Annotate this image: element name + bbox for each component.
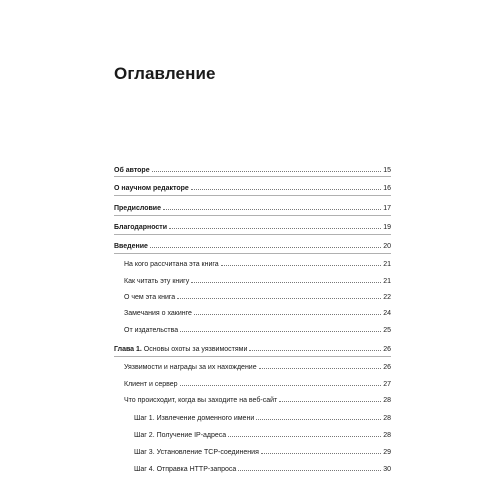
toc-entry [114, 242, 391, 251]
toc-page-number: 15 [383, 167, 391, 174]
toc-entry [114, 184, 391, 193]
toc-page-number: 24 [383, 310, 391, 317]
toc-separator [114, 234, 391, 235]
toc-entry [114, 414, 391, 423]
toc-entry-title [114, 345, 247, 354]
dot-leader [279, 401, 381, 402]
dot-leader [150, 247, 381, 248]
toc-entry-title: Шаг 3. Установление TCP-соединения [134, 449, 259, 456]
dot-leader [249, 350, 381, 351]
dot-leader [256, 419, 381, 420]
dot-leader [163, 209, 381, 210]
toc-page-number: 28 [383, 432, 391, 439]
dot-leader [261, 453, 381, 454]
toc-entry [114, 363, 391, 372]
dot-leader [191, 189, 381, 190]
toc-entry [114, 166, 391, 175]
page-title: Оглавление [114, 64, 216, 83]
toc-page-number: 26 [383, 346, 391, 353]
dot-leader [259, 368, 382, 369]
toc-entry [114, 309, 391, 318]
toc-page-number: 29 [383, 449, 391, 456]
toc-page-number: 28 [383, 397, 391, 404]
toc-entry-title: Введение [114, 243, 148, 250]
dot-leader [177, 298, 381, 299]
toc-page-number: 28 [383, 415, 391, 422]
toc-entry-title: Как читать эту книгу [124, 278, 190, 285]
dot-leader [221, 265, 382, 266]
toc-entry-title: Шаг 1. Извлечение доменного имени [134, 415, 255, 422]
toc-entry-title: Что происходит, когда вы заходите на веб-сайт [124, 397, 278, 404]
toc-entry-title: Шаг 4. Отправка HTTP-запроса [134, 466, 237, 473]
toc-entry [114, 396, 391, 405]
toc-page-number: 16 [383, 185, 391, 192]
toc-entry-title: Благодарности [114, 224, 168, 231]
dot-leader [191, 282, 381, 283]
toc-chapter-number: Глава 1. [114, 346, 142, 353]
toc-separator [114, 356, 391, 357]
toc-separator [114, 176, 391, 177]
toc-page-number: 21 [383, 261, 391, 268]
toc-entry [114, 448, 391, 457]
dot-leader [238, 470, 381, 471]
toc-entry [114, 204, 391, 213]
toc-entry [114, 431, 391, 440]
dot-leader [228, 436, 381, 437]
toc-chapter-title: Основы охоты за уязвимостями [141, 346, 248, 353]
toc-entry [114, 277, 391, 286]
toc-page-number: 25 [383, 327, 391, 334]
toc-entry-title: Предисловие [114, 205, 161, 212]
dot-leader [194, 314, 381, 315]
toc-page-number: 27 [383, 381, 391, 388]
toc-page-number: 17 [383, 205, 391, 212]
dot-leader [152, 171, 382, 172]
toc-entry [114, 223, 391, 232]
dot-leader [180, 331, 381, 332]
dot-leader [180, 385, 382, 386]
toc-separator [114, 195, 391, 196]
toc-entry [114, 465, 391, 474]
toc-entry-title: Замечания о хакинге [124, 310, 192, 317]
toc-page-number: 19 [383, 224, 391, 231]
toc-page-number: 20 [383, 243, 391, 250]
toc-entry-title: Клиент и сервер [124, 381, 178, 388]
toc-page-number: 22 [383, 294, 391, 301]
toc-page-number: 30 [383, 466, 391, 473]
toc-entry-title: На кого рассчитана эта книга [124, 261, 219, 268]
toc-entry [114, 345, 391, 354]
toc-entry [114, 293, 391, 302]
toc-entry [114, 326, 391, 335]
toc-entry-title: От издательства [124, 327, 179, 334]
toc-page-number: 21 [383, 278, 391, 285]
toc-separator [114, 215, 391, 216]
toc-entry-title: Шаг 2. Получение IP-адреса [134, 432, 227, 439]
dot-leader [169, 228, 381, 229]
toc-entry-title: О чем эта книга [124, 294, 176, 301]
toc-entry-title: Об авторе [114, 167, 150, 174]
toc-page-number: 26 [383, 364, 391, 371]
toc-entry-title: Уязвимости и награды за их нахождение [124, 364, 257, 371]
toc-entry [114, 260, 391, 269]
toc-entry-title: О научном редакторе [114, 185, 189, 192]
toc-entry [114, 380, 391, 389]
toc-separator [114, 253, 391, 254]
